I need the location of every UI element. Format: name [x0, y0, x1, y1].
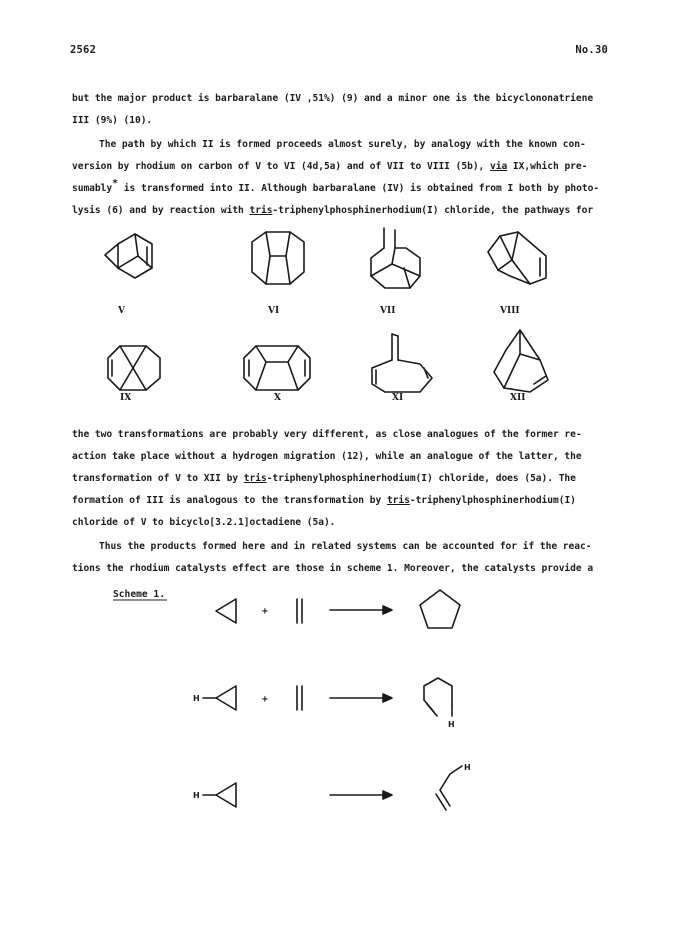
scheme-row1: [216, 590, 460, 628]
text-line: version by rhodium on carbon of V to VI (4d,5a) and of VII to VIII (5b), via IX,which pre-: [72, 161, 588, 172]
emphasis-tris: tris: [243, 473, 267, 484]
structure-VIII: [488, 232, 546, 284]
emphasis-via: via: [490, 161, 508, 172]
h-label: H: [448, 720, 455, 729]
text-line: The path by which II is formed proceeds almost surely, by analogy with the known con-: [99, 139, 586, 150]
pentene-chain: [424, 678, 452, 706]
text-line: but the major product is barbaralane (IV ,51%) (9) and a minor one is the bicyclononatriene: [72, 93, 594, 104]
text-line: Thus the products formed here and in related systems can be accounted for if the reac-: [99, 541, 592, 552]
h-label: H: [464, 763, 471, 772]
structure-V: [105, 234, 152, 278]
structure-label-X: X: [274, 393, 281, 403]
structure-XI: [372, 334, 432, 392]
text-line: formation of III is analogous to the transformation by tris-triphenylphosphinerhodium(I): [72, 495, 576, 506]
propene-double-bond: [436, 790, 450, 810]
text-line: transformation of V to XII by tris-triphenylphosphinerhodium(I) chloride, does (5a). The: [72, 473, 576, 484]
text-line: tions the rhodium catalysts effect are those in scheme 1. Moreover, the catalysts provide a: [72, 563, 594, 574]
emphasis-tris: tris: [386, 495, 410, 506]
structure-IX: [108, 346, 160, 390]
structure-label-XII: XII: [510, 393, 526, 403]
arrow-head: [383, 606, 392, 614]
pentene-double-bond: [424, 700, 437, 716]
scheme-title: Scheme 1.: [113, 589, 165, 600]
scheme-row3: [203, 766, 462, 810]
arrow-head: [383, 791, 392, 799]
cyclopropane: [216, 686, 236, 710]
structure-label-V: V: [118, 306, 125, 316]
page-number: 2562: [70, 44, 97, 56]
footnote-star: *: [112, 178, 119, 189]
cyclopropane: [216, 599, 236, 623]
h-label: H: [193, 791, 200, 800]
structure-label-VII: VII: [380, 306, 396, 316]
text-line: action take place without a hydrogen migration (12), while an analogue of the latter, the: [72, 451, 582, 462]
structure-VI: [252, 232, 304, 284]
text-line: the two transformations are probably very different, as close analogues of the former re-: [72, 429, 582, 440]
ethylene: [297, 599, 302, 623]
scheme-row2: [203, 678, 452, 716]
propene-chain: [440, 766, 462, 790]
emphasis-tris: tris: [249, 205, 273, 216]
ethylene: [297, 686, 302, 710]
text-line: chloride of V to bicyclo[3.2.1]octadiene (5a).: [72, 517, 336, 528]
h-label: H: [193, 694, 200, 703]
text-line: sumably* is transformed into II. Although barbaralane (IV) is obtained from I both by photo-: [72, 178, 600, 194]
structure-label-VI: VI: [268, 306, 280, 316]
structure-label-XI: XI: [392, 393, 404, 403]
structure-X: [244, 346, 310, 390]
structure-label-IX: IX: [120, 393, 132, 403]
plus-sign: +: [262, 606, 268, 617]
text-line: lysis (6) and by reaction with tris-triphenylphosphinerhodium(I) chloride, the pathways for: [72, 205, 594, 216]
structure-VII: [371, 228, 420, 288]
arrow-head: [383, 694, 392, 702]
plus-sign: +: [262, 694, 268, 705]
cyclopropane: [216, 783, 236, 807]
cyclopentane: [420, 590, 460, 628]
structure-XII: [494, 330, 548, 392]
text-line: III (9%) (10).: [72, 115, 153, 126]
journal-issue: No.30: [575, 44, 608, 56]
structure-label-VIII: VIII: [500, 306, 520, 316]
